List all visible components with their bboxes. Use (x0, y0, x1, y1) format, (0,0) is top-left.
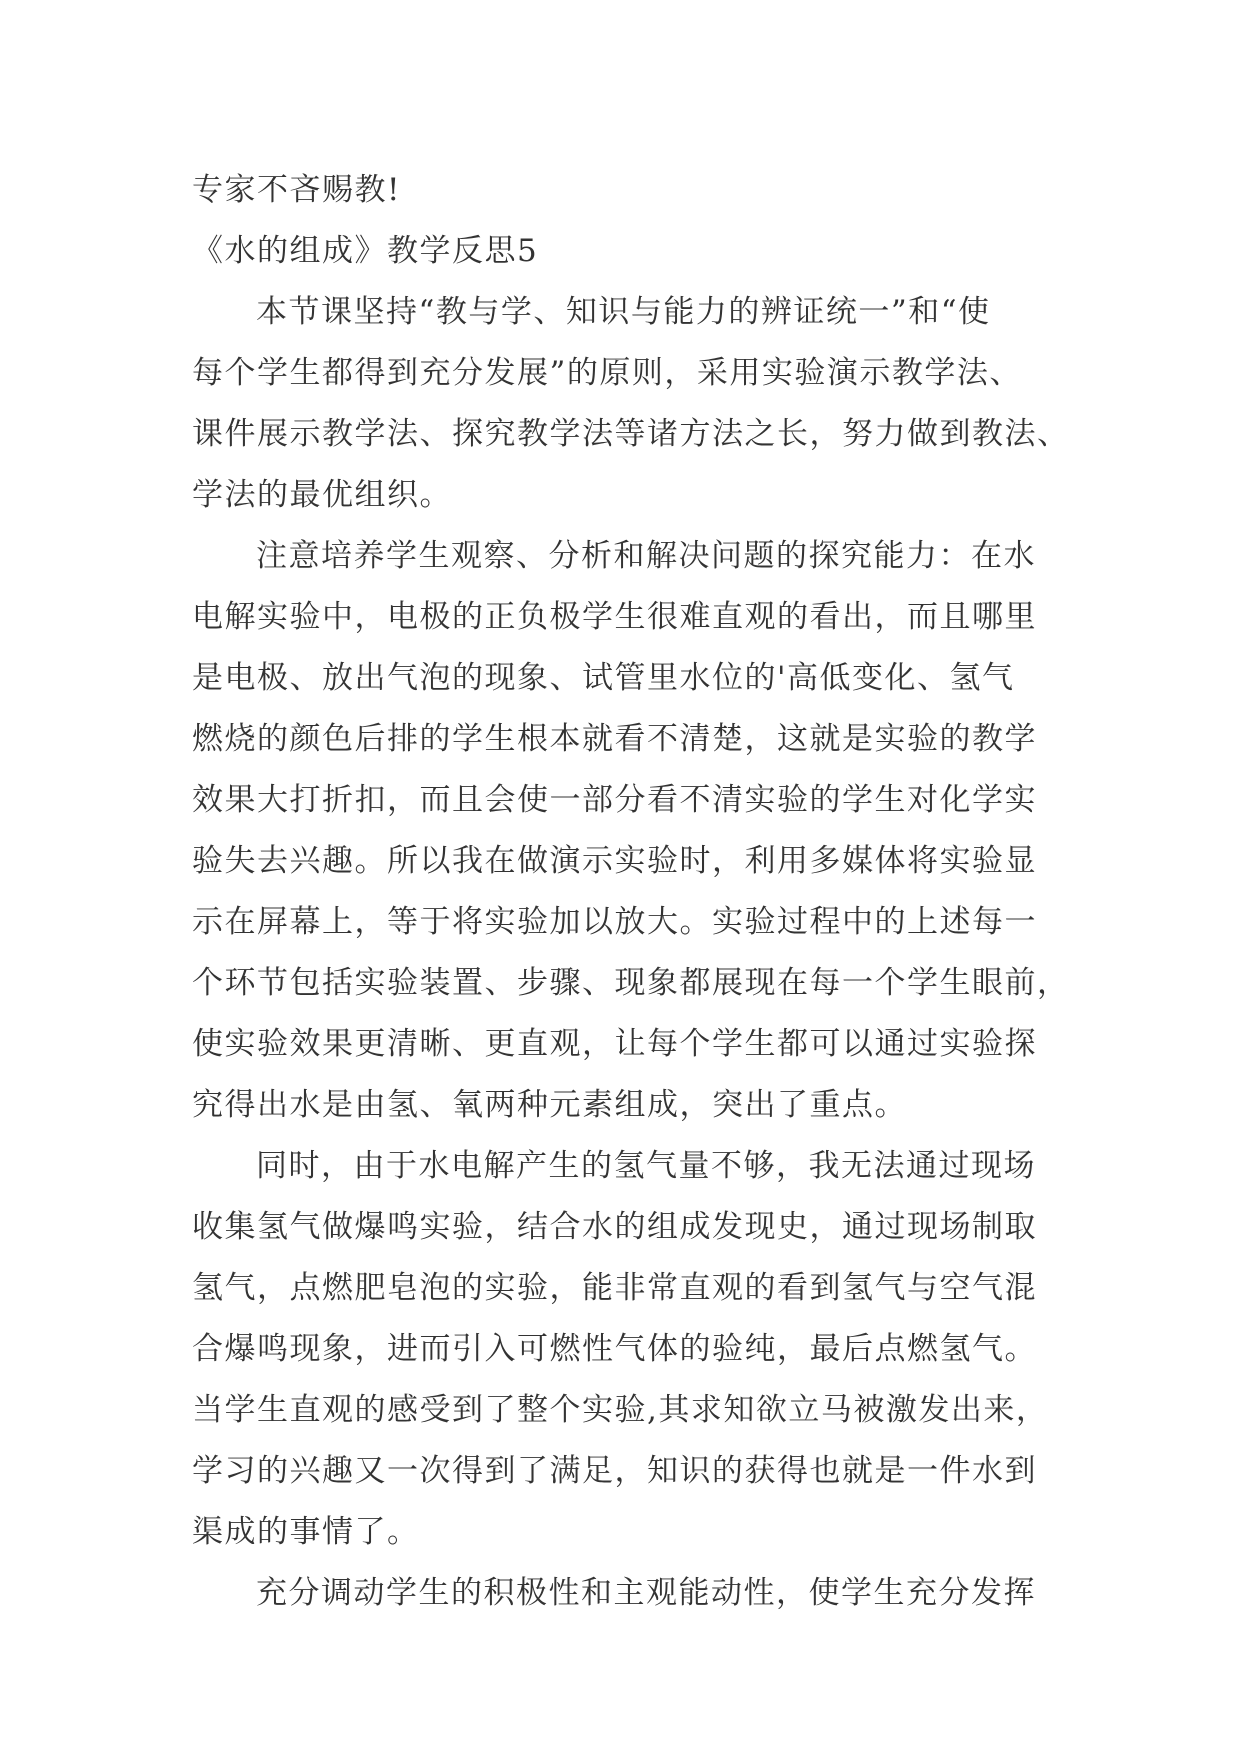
paragraph-3-line-1: 同时，由于水电解产生的氢气量不够，我无法通过现场 (256, 1148, 1036, 1184)
document-body (192, 160, 1070, 1624)
paragraph-2-line-1: 注意培养学生观察、分析和解决问题的探究能力：在水 (256, 538, 1036, 574)
paragraph-3-line-7: 渠成的事情了。 (192, 1514, 420, 1550)
paragraph-2-line-4: 燃烧的颜色后排的学生根本就看不清楚，这就是实验的教学 (192, 721, 1037, 757)
paragraph-1-line-4: 学法的最优组织。 (192, 477, 452, 513)
paragraph-2-line-8: 个环节包括实验装置、步骤、现象都展现在每一个学生眼前， (192, 965, 1070, 1001)
paragraph-3-line-4: 合爆鸣现象，进而引入可燃性气体的验纯，最后点燃氢气。 (192, 1331, 1037, 1367)
paragraph-3-line-2: 收集氢气做爆鸣实验，结合水的组成发现史，通过现场制取 (192, 1209, 1037, 1245)
paragraph-2-line-10: 究得出水是由氢、氧两种元素组成，突出了重点。 (192, 1087, 907, 1123)
paragraph-3-line-6: 学习的兴趣又一次得到了满足，知识的获得也就是一件水到 (192, 1453, 1037, 1489)
paragraph-1-line-3: 课件展示教学法、探究教学法等诸方法之长，努力做到教法、 (192, 416, 1070, 452)
paragraph-1-line-1: 本节课坚持“教与学、知识与能力的辨证统一”和“使 (256, 294, 991, 330)
section-title: 《水的组成》教学反思5 (192, 233, 539, 269)
paragraph-2-line-5: 效果大打折扣，而且会使一部分看不清实验的学生对化学实 (192, 782, 1037, 818)
paragraph-4-line-1: 充分调动学生的积极性和主观能动性，使学生充分发挥 (256, 1575, 1036, 1611)
paragraph-3-line-5: 当学生直观的感受到了整个实验,其求知欲立马被激发出来， (192, 1392, 1049, 1428)
paragraph-2-line-9: 使实验效果更清晰、更直观，让每个学生都可以通过实验探 (192, 1026, 1037, 1062)
paragraph-2-line-7: 示在屏幕上，等于将实验加以放大。实验过程中的上述每一 (192, 904, 1037, 940)
paragraph-2-line-6: 验失去兴趣。所以我在做演示实验时，利用多媒体将实验显 (192, 843, 1037, 879)
paragraph-2-line-2: 电解实验中，电极的正负极学生很难直观的看出，而且哪里 (192, 599, 1037, 635)
paragraph-2-line-3: 是电极、放出气泡的现象、试管里水位的'高低变化、氢气 (192, 660, 1015, 696)
paragraph-3-line-3: 氢气，点燃肥皂泡的实验，能非常直观的看到氢气与空气混 (192, 1270, 1037, 1306)
paragraph-1-line-2: 每个学生都得到充分发展”的原则，采用实验演示教学法、 (192, 355, 1022, 391)
text-line-closing: 专家不吝赐教! (192, 172, 401, 208)
